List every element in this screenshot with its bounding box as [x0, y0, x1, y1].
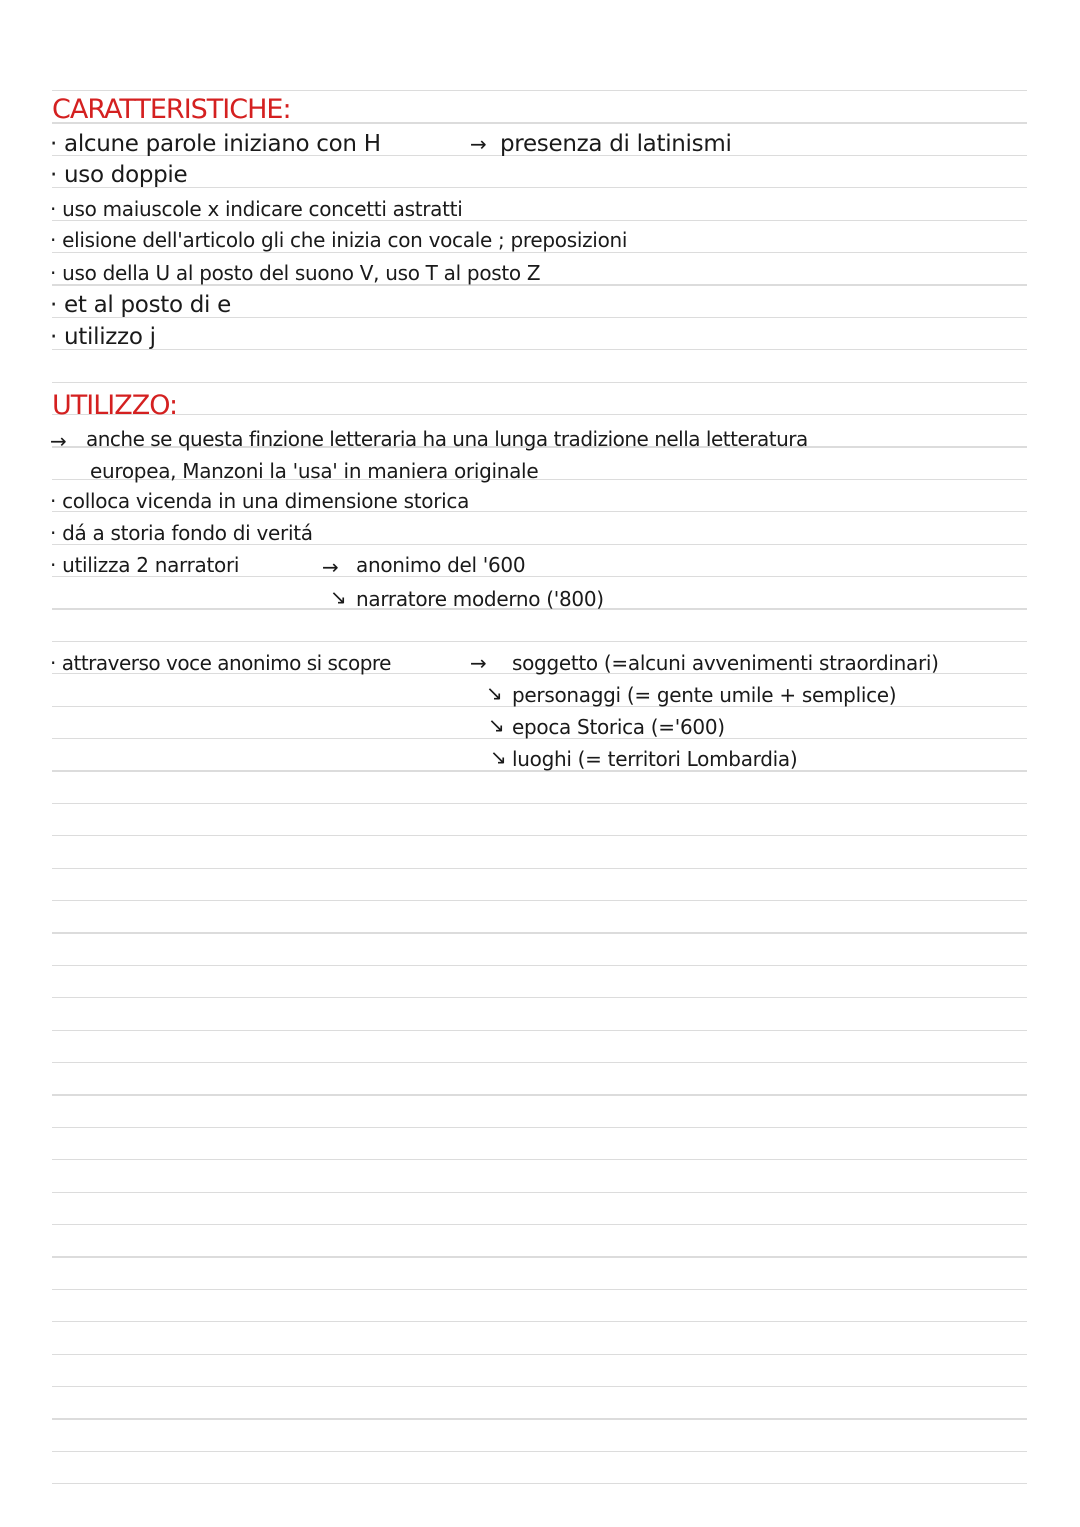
ruled-line — [52, 1321, 1027, 1322]
list-item: · utilizzo j — [50, 324, 156, 350]
list-item: · uso maiuscole x indicare concetti astratti — [50, 197, 463, 221]
list-item: · alcune parole iniziano con H — [50, 131, 381, 157]
list-item: · utilizza 2 narratori — [50, 553, 240, 577]
arrow-icon: ↘ — [488, 713, 505, 737]
arrow-icon: → — [470, 132, 487, 156]
ruled-line — [52, 414, 1027, 415]
ruled-line — [52, 1354, 1027, 1355]
scoperta-item: personaggi (= gente umile + semplice) — [512, 683, 897, 707]
ruled-line — [52, 187, 1027, 188]
ruled-line — [52, 252, 1027, 253]
scoperta-item: luoghi (= territori Lombardia) — [512, 747, 798, 771]
scoperta-item: epoca Storica (='600) — [512, 715, 725, 739]
scoperta-label: · attraverso voce anonimo si scopre — [50, 651, 391, 675]
ruled-line — [52, 1062, 1027, 1063]
list-item: · elisione dell'articolo gli che inizia con vocale ; preposizioni — [50, 228, 628, 252]
ruled-line — [52, 1127, 1027, 1128]
heading-utilizzo: UTILIZZO: — [52, 390, 178, 421]
heading-caratteristiche: CARATTERISTICHE: — [52, 94, 291, 125]
arrow-icon: ↘ — [486, 681, 503, 705]
ruled-line — [52, 1094, 1027, 1095]
ruled-line — [52, 382, 1027, 383]
ruled-line — [52, 1159, 1027, 1160]
ruled-line — [52, 965, 1027, 966]
arrow-icon: ↘ — [330, 585, 347, 609]
ruled-line — [52, 868, 1027, 869]
ruled-line — [52, 1483, 1027, 1484]
ruled-line — [52, 803, 1027, 804]
ruled-line — [52, 1418, 1027, 1419]
ruled-line — [52, 1256, 1027, 1257]
ruled-line — [52, 997, 1027, 998]
ruled-line — [52, 1030, 1027, 1031]
intro-line: anche se questa finzione letteraria ha una lunga tradizione nella letteratura — [86, 427, 808, 451]
narratore-item: narratore moderno ('800) — [356, 587, 604, 611]
ruled-line — [52, 641, 1027, 642]
arrow-icon: → — [470, 651, 487, 675]
list-item: · et al posto di e — [50, 292, 232, 318]
ruled-line — [52, 1224, 1027, 1225]
scoperta-item: soggetto (=alcuni avvenimenti straordinari) — [512, 651, 939, 675]
list-item-result: presenza di latinismi — [500, 131, 732, 157]
ruled-line — [52, 349, 1027, 350]
list-item: · dá a storia fondo di veritá — [50, 521, 313, 545]
ruled-line — [52, 1192, 1027, 1193]
intro-line: europea, Manzoni la 'usa' in maniera originale — [90, 459, 539, 483]
narratore-item: anonimo del '600 — [356, 553, 526, 577]
list-item: · colloca vicenda in una dimensione storica — [50, 489, 470, 513]
ruled-line — [52, 1386, 1027, 1387]
ruled-line — [52, 1451, 1027, 1452]
ruled-line — [52, 1289, 1027, 1290]
arrow-icon: → — [50, 429, 67, 453]
ruled-line — [52, 90, 1027, 91]
ruled-line — [52, 835, 1027, 836]
ruled-line — [52, 900, 1027, 901]
ruled-line — [52, 932, 1027, 933]
arrow-icon: → — [322, 555, 339, 579]
list-item: · uso della U al posto del suono V, uso T al posto Z — [50, 261, 541, 285]
list-item: · uso doppie — [50, 162, 188, 188]
arrow-icon: ↘ — [490, 745, 507, 769]
